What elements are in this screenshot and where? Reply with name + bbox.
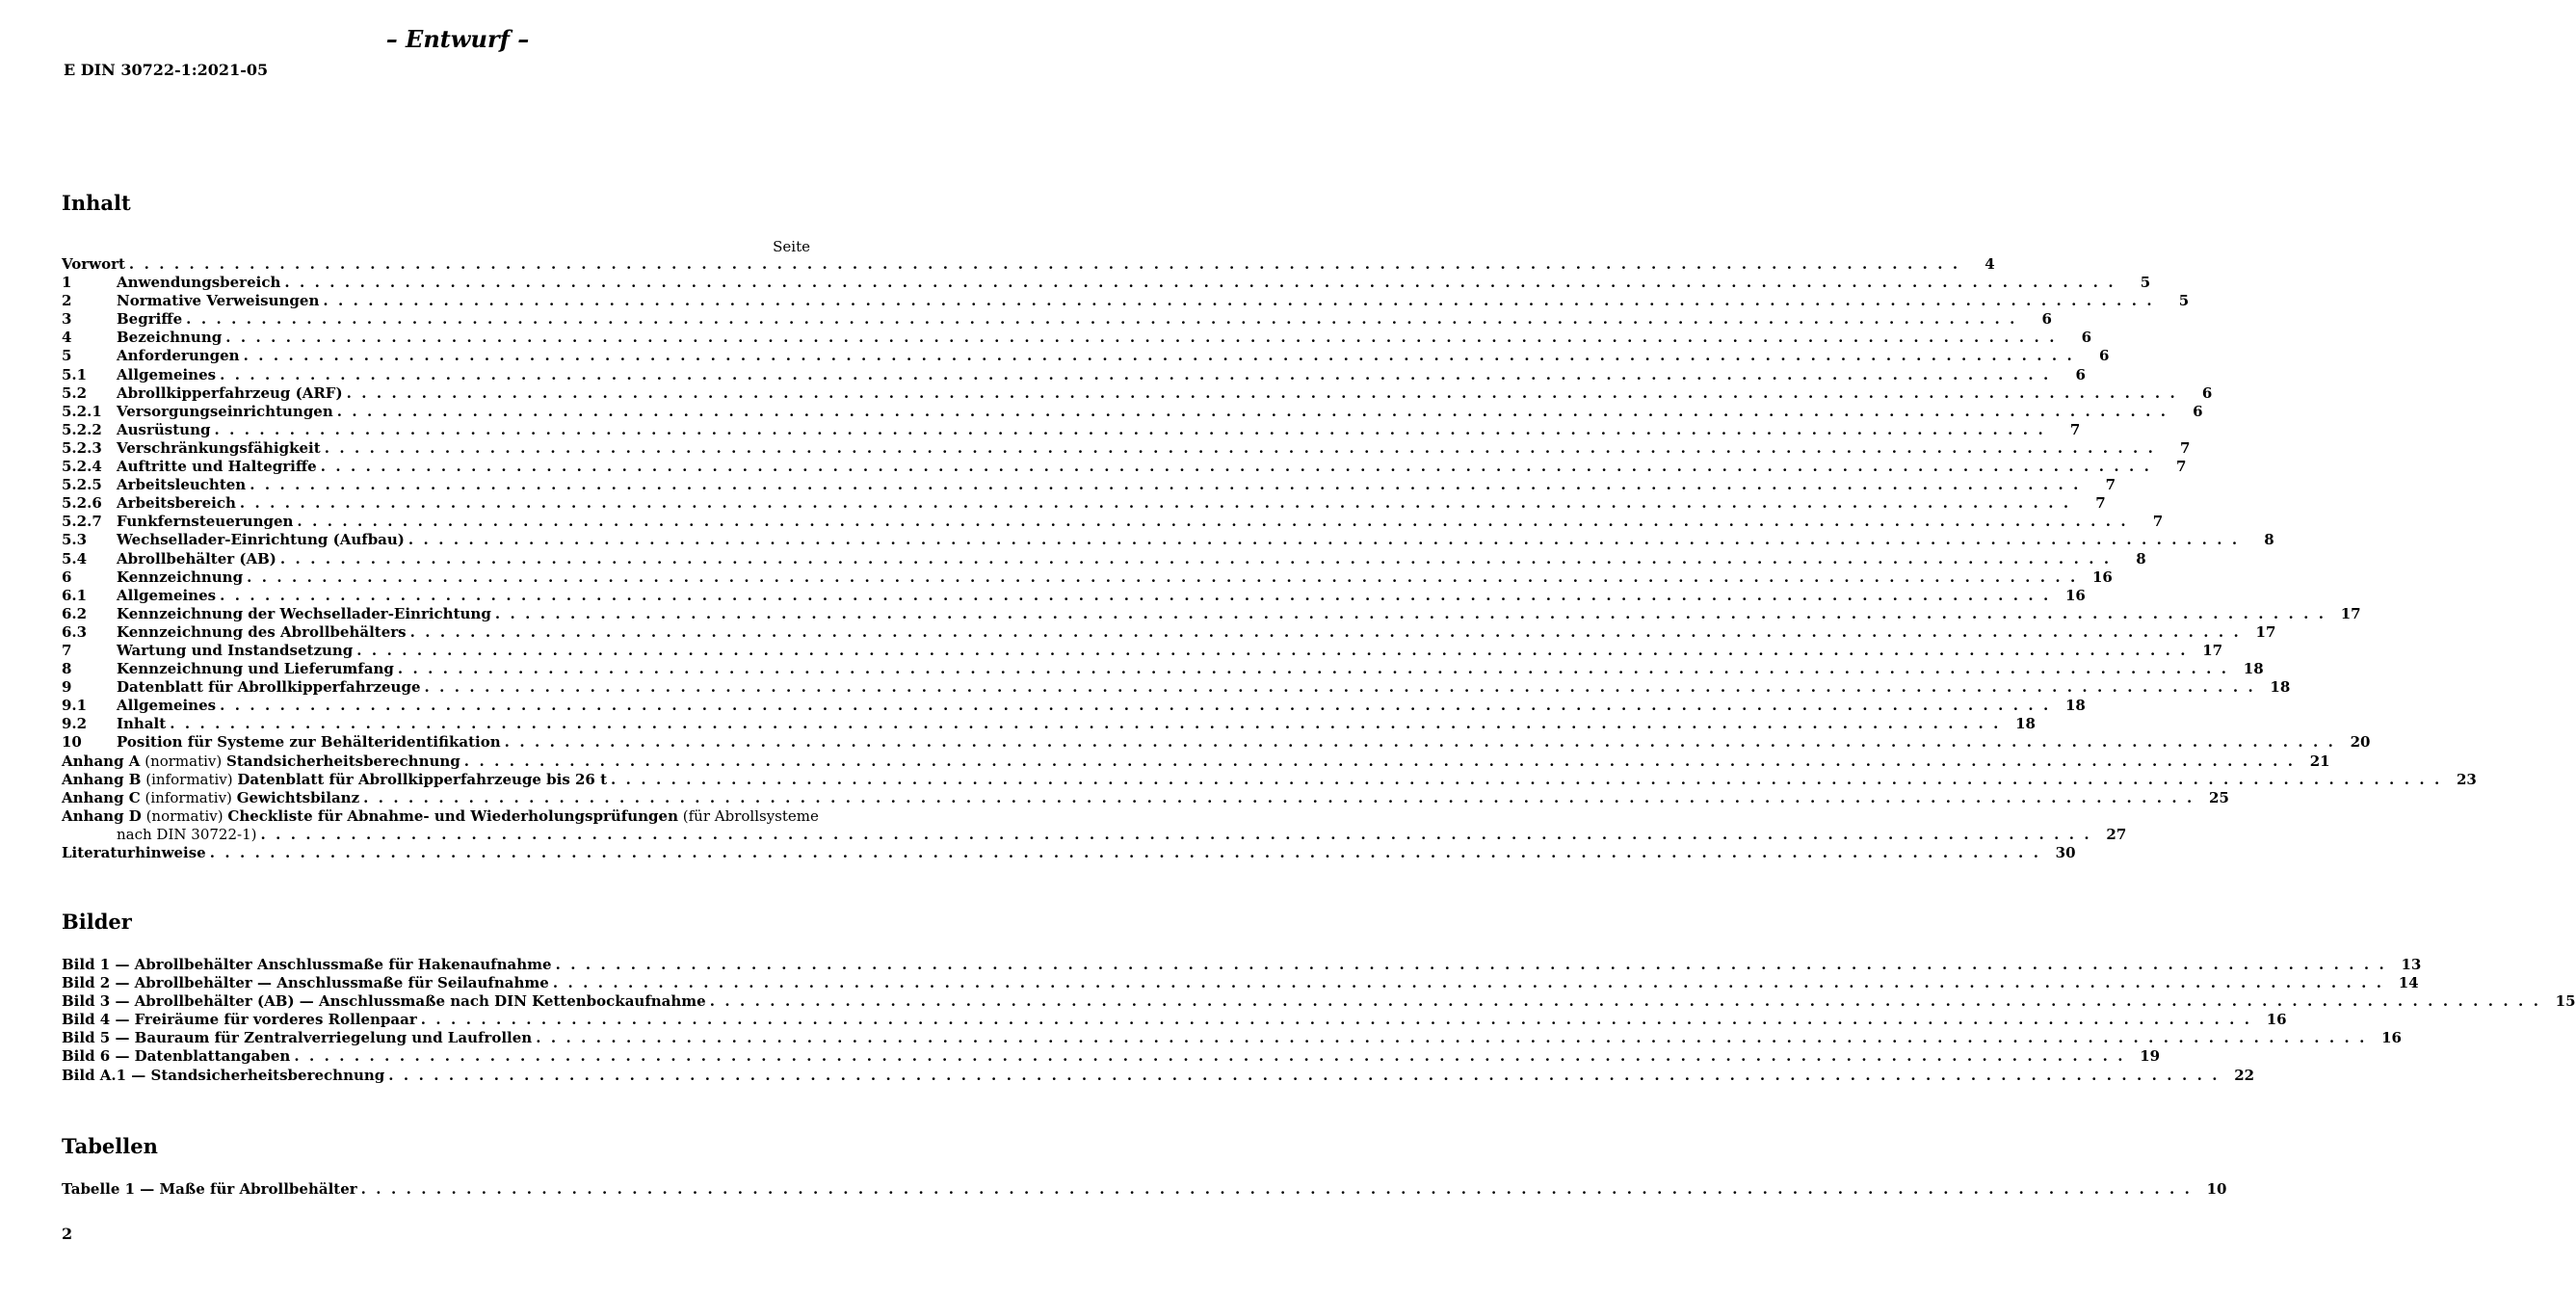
figure-entry-title-wrap xyxy=(62,956,552,974)
toc-dot-leader xyxy=(491,605,2326,623)
toc-page-number: 8 xyxy=(2264,531,2274,549)
toc-entry-number: 4 xyxy=(62,329,72,347)
toc-entry-title: Bezeichnung xyxy=(117,329,223,347)
toc-page-number: 7 xyxy=(2069,420,2081,438)
toc-dot-leader xyxy=(240,347,2075,365)
toc-entry-number: 5.1 xyxy=(62,365,88,383)
toc-entry-number: 9.1 xyxy=(62,697,88,715)
toc-entry[interactable] xyxy=(62,586,2086,605)
toc-dot-leader xyxy=(280,274,2116,292)
toc-dot-leader xyxy=(276,550,2112,568)
toc-entry[interactable] xyxy=(62,347,2110,365)
toc-dot-leader xyxy=(407,623,2242,642)
toc-dot-leader xyxy=(552,956,2387,974)
toc-dot-leader xyxy=(216,366,2051,384)
toc-entry[interactable] xyxy=(62,513,2164,531)
draft-title: – Entwurf – xyxy=(385,25,530,53)
toc-page-number: 19 xyxy=(2140,1047,2161,1066)
toc-page-number: 18 xyxy=(2270,678,2291,697)
toc-dot-leader xyxy=(290,1047,2125,1066)
toc-annex-title-wrap xyxy=(62,771,607,789)
figure-entry[interactable] xyxy=(62,1011,2287,1029)
figure-entry-title: Bild 1 — Abrollbehälter Anschlussmaße für Hakenaufnahme xyxy=(62,956,552,973)
toc-page-number: 6 xyxy=(2098,347,2110,365)
toc-page-number: 13 xyxy=(2401,956,2422,973)
toc-dot-leader xyxy=(343,384,2178,403)
toc-entry[interactable] xyxy=(62,420,2081,439)
toc-entry-title-wrap xyxy=(117,660,394,678)
toc-page-number: 16 xyxy=(2266,1011,2287,1029)
toc-entry[interactable] xyxy=(62,365,2086,384)
toc-dot-leader xyxy=(417,1011,2252,1029)
toc-entry[interactable] xyxy=(62,531,2274,549)
figure-entry-title: Bild 5 — Bauraum für Zentralverriegelung und Laufrollen xyxy=(62,1029,533,1047)
toc-entry-title-wrap xyxy=(117,587,216,605)
toc-entry-title: Inhalt xyxy=(117,715,167,733)
toc-entry-title-wrap xyxy=(117,476,246,494)
toc-annex[interactable] xyxy=(62,770,2477,789)
toc-annex-kind: (normativ) xyxy=(145,806,223,825)
toc-entry[interactable] xyxy=(62,458,2187,476)
toc-page-number: 6 xyxy=(2081,329,2092,347)
toc-entry-title: Ausrüstung xyxy=(117,420,211,438)
toc-entry-title-wrap xyxy=(117,605,491,623)
toc-dot-leader xyxy=(293,513,2128,531)
toc-page-number: 17 xyxy=(2202,641,2223,659)
toc-page-number: 7 xyxy=(2180,438,2191,457)
toc-page-number: 6 xyxy=(2193,402,2203,420)
toc-entry-title: Kennzeichnung des Abrollbehälters xyxy=(117,622,407,641)
toc-entry-title-wrap xyxy=(117,715,166,733)
toc-page-number: 23 xyxy=(2456,770,2477,788)
toc-dot-leader xyxy=(532,1029,2367,1047)
figure-entry[interactable] xyxy=(62,1029,2402,1047)
toc-entry-number: 5.2.3 xyxy=(62,438,102,457)
toc-entry[interactable] xyxy=(62,715,2036,733)
toc-entry-title-wrap xyxy=(117,550,276,568)
toc-entry-title: Literaturhinweise xyxy=(62,844,206,861)
figure-entry-title: Bild A.1 — Standsicherheitsberechnung xyxy=(62,1066,385,1084)
toc-entry[interactable] xyxy=(62,678,2291,697)
page-column-label: Seite xyxy=(773,238,810,255)
toc-dot-leader xyxy=(256,826,2091,844)
toc-annex-label: Anhang C xyxy=(62,788,141,806)
figure-entry[interactable] xyxy=(62,1047,2161,1066)
toc-dot-leader xyxy=(460,753,2296,771)
figure-entry-title-wrap xyxy=(62,1067,384,1085)
tables-heading: Tabellen xyxy=(62,1134,158,1158)
toc-dot-leader xyxy=(236,494,2071,513)
toc-entry-title: Arbeitsbereich xyxy=(117,494,236,513)
toc-entry-number: 5.2.5 xyxy=(62,476,102,494)
toc-entry-number: 2 xyxy=(62,292,72,310)
toc-entry[interactable] xyxy=(62,733,2371,752)
toc-entry-title: Allgemeines xyxy=(117,586,217,604)
toc-page-number: 6 xyxy=(2041,310,2052,329)
toc-entry-number: 5.2.4 xyxy=(62,458,102,476)
toc-annex-kind: (informativ) xyxy=(145,770,233,788)
toc-entry-title: Auftritte und Haltegriffe xyxy=(117,458,317,476)
toc-page-number: 18 xyxy=(2065,697,2086,715)
toc-page-number: 7 xyxy=(2105,476,2116,494)
toc-dot-leader xyxy=(182,310,2017,329)
toc-page-number: 30 xyxy=(2055,844,2076,861)
toc-entry[interactable] xyxy=(62,274,2151,292)
toc-entry-number: 6.1 xyxy=(62,586,88,604)
document-id: E DIN 30722-1:2021-05 xyxy=(64,61,269,79)
toc-annex-title-wrap xyxy=(62,789,359,807)
figure-entry-title-wrap xyxy=(62,1029,532,1047)
toc-entry-title: Verschränkungsfähigkeit xyxy=(117,438,321,457)
toc-page-number: 7 xyxy=(2095,494,2106,513)
toc-entry-number: 5.4 xyxy=(62,549,88,568)
toc-entry-number: 6 xyxy=(62,568,72,586)
toc-annex-title: Gewichtsbilanz xyxy=(236,788,360,806)
toc-dot-leader xyxy=(359,789,2195,807)
toc-entry-title-wrap xyxy=(117,513,293,531)
toc-page-number: 16 xyxy=(2381,1029,2402,1047)
toc-entry-title-wrap xyxy=(117,697,216,715)
tables-list xyxy=(62,1180,2227,1199)
toc-dot-leader xyxy=(353,642,2188,660)
toc-entry[interactable] xyxy=(62,438,2191,458)
toc-annex-label: Anhang D xyxy=(62,806,142,825)
toc-entry-title-wrap xyxy=(117,458,317,476)
toc-page-number: 5 xyxy=(2140,274,2151,292)
toc-entry-title-wrap xyxy=(117,384,343,403)
figure-entry-title-wrap xyxy=(62,1047,290,1066)
toc-entry-title: Wechsellader-Einrichtung (Aufbau) xyxy=(117,531,405,549)
toc-entry-title-wrap xyxy=(117,568,243,587)
toc-entry[interactable] xyxy=(62,292,2190,310)
figure-entry-title: Bild 6 — Datenblattangaben xyxy=(62,1047,291,1066)
toc-dot-leader xyxy=(421,678,2256,697)
toc-entry-title-wrap xyxy=(117,329,222,347)
toc-dot-leader xyxy=(333,403,2169,421)
toc-annex-label: Anhang B xyxy=(62,770,142,788)
toc-entry[interactable] xyxy=(62,697,2086,715)
toc-page-number: 18 xyxy=(2015,715,2036,733)
toc-annex-title-wrap xyxy=(62,753,460,771)
toc-page-number: 20 xyxy=(2350,733,2371,752)
toc-entry-title-wrap xyxy=(117,439,321,458)
toc-entry-number: 1 xyxy=(62,274,72,292)
toc-entry[interactable] xyxy=(62,641,2223,660)
toc-dot-leader xyxy=(210,421,2045,439)
figure-entry[interactable] xyxy=(62,956,2422,974)
toc-dot-leader xyxy=(405,531,2240,549)
toc-page-number: 10 xyxy=(2206,1180,2227,1198)
toc-entry-title-wrap xyxy=(117,403,333,421)
toc-entry-title: Kennzeichnung xyxy=(117,568,244,586)
toc-entry-title-wrap xyxy=(117,292,319,310)
toc-entry-number: 5.2.2 xyxy=(62,420,102,438)
toc-dot-leader xyxy=(216,697,2051,715)
toc-annex-title: Datenblatt für Abrollkipperfahrzeuge bis 26 t xyxy=(237,770,608,788)
toc-entry-title-wrap xyxy=(117,678,421,697)
toc-dot-leader xyxy=(222,329,2057,347)
toc-entry-number: 6.3 xyxy=(62,622,88,641)
toc-entry-number: 5.2 xyxy=(62,383,88,402)
figures-heading: Bilder xyxy=(62,910,132,934)
toc-entry-title-wrap xyxy=(62,255,125,274)
table-entry[interactable] xyxy=(62,1180,2227,1199)
toc-entry[interactable] xyxy=(62,329,2092,347)
toc-page-number: 7 xyxy=(2176,458,2187,476)
toc-dot-leader xyxy=(394,660,2229,678)
toc-entry-title: Position für Systeme zur Behälteridentifikation xyxy=(117,733,501,752)
toc-dot-leader xyxy=(216,587,2051,605)
toc-entry-number: 5 xyxy=(62,347,72,365)
toc-entry[interactable] xyxy=(62,660,2264,678)
toc-entry-title: Kennzeichnung der Wechsellader-Einrichtung xyxy=(117,604,491,622)
toc-dot-leader xyxy=(706,992,2541,1011)
toc-dot-leader xyxy=(243,568,2078,587)
toc-entry-title-wrap xyxy=(117,366,216,384)
toc-entry-number: 6.2 xyxy=(62,604,88,622)
toc-entry[interactable] xyxy=(62,255,1995,274)
toc-page-number: 6 xyxy=(2075,365,2086,383)
toc-annex-d[interactable] xyxy=(62,806,819,826)
toc-annex-suffix: (für Abrollsysteme xyxy=(682,806,819,825)
figure-entry[interactable] xyxy=(62,992,2576,1011)
contents-list xyxy=(62,255,2477,862)
figure-entry-title: Bild 2 — Abrollbehälter — Anschlussmaße für Seilaufnahme xyxy=(62,974,549,992)
toc-entry-title: Anwendungsbereich xyxy=(117,274,281,292)
toc-dot-leader xyxy=(501,733,2336,752)
table-entry-title: Tabelle 1 — Maße für Abrollbehälter xyxy=(62,1180,357,1198)
figures-list xyxy=(62,956,2576,1085)
toc-entry-title: Arbeitsleuchten xyxy=(117,476,247,494)
toc-page-number: 5 xyxy=(2178,292,2190,310)
toc-entry-title: Versorgungseinrichtungen xyxy=(117,402,333,420)
toc-entry-number: 5.2.7 xyxy=(62,513,102,531)
toc-entry[interactable] xyxy=(62,622,2276,642)
toc-entry[interactable] xyxy=(62,494,2106,513)
toc-dot-leader xyxy=(317,458,2152,476)
toc-entry-title: Normative Verweisungen xyxy=(117,292,320,310)
toc-entry-title: Abrollkipperfahrzeug (ARF) xyxy=(117,383,343,402)
toc-dot-leader xyxy=(206,844,2041,862)
figure-entry-title: Bild 3 — Abrollbehälter (AB) — Anschlussmaße nach DIN Kettenbockaufnahme xyxy=(62,992,706,1011)
toc-dot-leader xyxy=(357,1180,2193,1199)
toc-entry-title-wrap xyxy=(117,733,501,752)
toc-page-number: 7 xyxy=(2152,513,2164,531)
toc-entry-title: Datenblatt für Abrollkipperfahrzeuge xyxy=(117,678,421,697)
toc-bibliography[interactable] xyxy=(62,844,2076,862)
toc-entry[interactable] xyxy=(62,402,2203,421)
toc-entry-title-wrap xyxy=(117,274,280,292)
toc-page-number: 21 xyxy=(2309,752,2330,770)
toc-page-number: 6 xyxy=(2201,383,2213,402)
toc-entry-title: Begriffe xyxy=(117,310,183,329)
toc-page-number: 16 xyxy=(2065,586,2086,604)
toc-page-number: 25 xyxy=(2209,788,2229,806)
toc-annex-title: Standsicherheitsberechnung xyxy=(226,752,460,770)
toc-page-number: 27 xyxy=(2106,825,2127,843)
toc-page-number: 22 xyxy=(2234,1066,2255,1084)
toc-entry[interactable] xyxy=(62,568,2113,587)
toc-page-number: 18 xyxy=(2243,660,2264,678)
toc-entry[interactable] xyxy=(62,310,2052,329)
toc-entry-title-wrap xyxy=(117,347,240,365)
toc-annex[interactable] xyxy=(62,788,2229,807)
toc-entry-title-wrap xyxy=(117,310,182,329)
figure-entry[interactable] xyxy=(62,1066,2255,1085)
toc-dot-leader xyxy=(125,255,1960,274)
toc-entry-title: Wartung und Instandsetzung xyxy=(117,641,354,659)
toc-page-number: 16 xyxy=(2092,568,2113,586)
toc-entry-title: Kennzeichnung und Lieferumfang xyxy=(117,660,394,678)
toc-page-number: 17 xyxy=(2340,604,2361,622)
figure-entry-title-wrap xyxy=(62,992,706,1011)
toc-entry-number: 10 xyxy=(62,733,82,752)
toc-entry-title: Allgemeines xyxy=(117,365,217,383)
toc-page-number: 15 xyxy=(2555,992,2576,1011)
toc-annex[interactable] xyxy=(62,752,2330,771)
toc-dot-leader xyxy=(321,439,2156,458)
toc-annex-d-continued[interactable] xyxy=(62,825,2127,844)
toc-dot-leader xyxy=(166,715,2001,733)
figure-entry-title-wrap xyxy=(62,1011,417,1029)
toc-entry-number: 5.2.1 xyxy=(62,402,102,420)
toc-entry-number: 5.2.6 xyxy=(62,494,102,513)
toc-page-number: 14 xyxy=(2398,974,2419,992)
figure-entry-title-wrap xyxy=(62,974,549,992)
toc-entry-title: Funkfernsteuerungen xyxy=(117,513,294,531)
toc-entry-title-wrap xyxy=(117,531,405,549)
page-number: 2 xyxy=(62,1225,73,1243)
contents-heading: Inhalt xyxy=(62,191,131,215)
toc-entry-title-wrap xyxy=(117,623,407,642)
toc-annex-line2: nach DIN 30722-1) xyxy=(117,825,257,843)
toc-entry[interactable] xyxy=(62,604,2361,623)
toc-page-number: 17 xyxy=(2255,622,2276,641)
toc-entry-title-wrap xyxy=(117,494,236,513)
toc-dot-leader xyxy=(384,1067,2220,1085)
toc-annex-label: Anhang A xyxy=(62,752,141,770)
figure-entry[interactable] xyxy=(62,974,2419,992)
toc-entry-title: Allgemeines xyxy=(117,697,217,715)
toc-entry[interactable] xyxy=(62,549,2146,568)
toc-entry-number: 9 xyxy=(62,678,72,697)
toc-entry-title: Anforderungen xyxy=(117,347,240,365)
toc-page-number: 8 xyxy=(2136,549,2146,568)
toc-entry-number: 5.3 xyxy=(62,531,88,549)
figure-entry-title: Bild 4 — Freiräume für vorderes Rollenpaar xyxy=(62,1011,417,1029)
table-entry-title-wrap xyxy=(62,1180,357,1199)
toc-entry-title: Abrollbehälter (AB) xyxy=(117,549,276,568)
toc-entry-number: 9.2 xyxy=(62,715,88,733)
toc-dot-leader xyxy=(607,771,2442,789)
toc-entry-title: Vorwort xyxy=(62,255,125,273)
toc-entry[interactable] xyxy=(62,476,2116,494)
toc-entry-title-wrap xyxy=(117,421,210,439)
toc-entry[interactable] xyxy=(62,383,2213,403)
toc-entry-number: 3 xyxy=(62,310,72,329)
toc-entry-number: 8 xyxy=(62,660,72,678)
toc-page-number: 4 xyxy=(1985,255,1995,273)
toc-entry-number: 7 xyxy=(62,641,72,659)
toc-dot-leader xyxy=(549,974,2384,992)
toc-annex-title: Checkliste für Abnahme- und Wiederholungsprüfungen xyxy=(227,806,678,825)
toc-dot-leader xyxy=(319,292,2154,310)
toc-dot-leader xyxy=(246,476,2081,494)
toc-entry-title-wrap xyxy=(117,642,353,660)
toc-annex-kind: (informativ) xyxy=(145,788,232,806)
toc-annex-kind: (normativ) xyxy=(145,752,223,770)
